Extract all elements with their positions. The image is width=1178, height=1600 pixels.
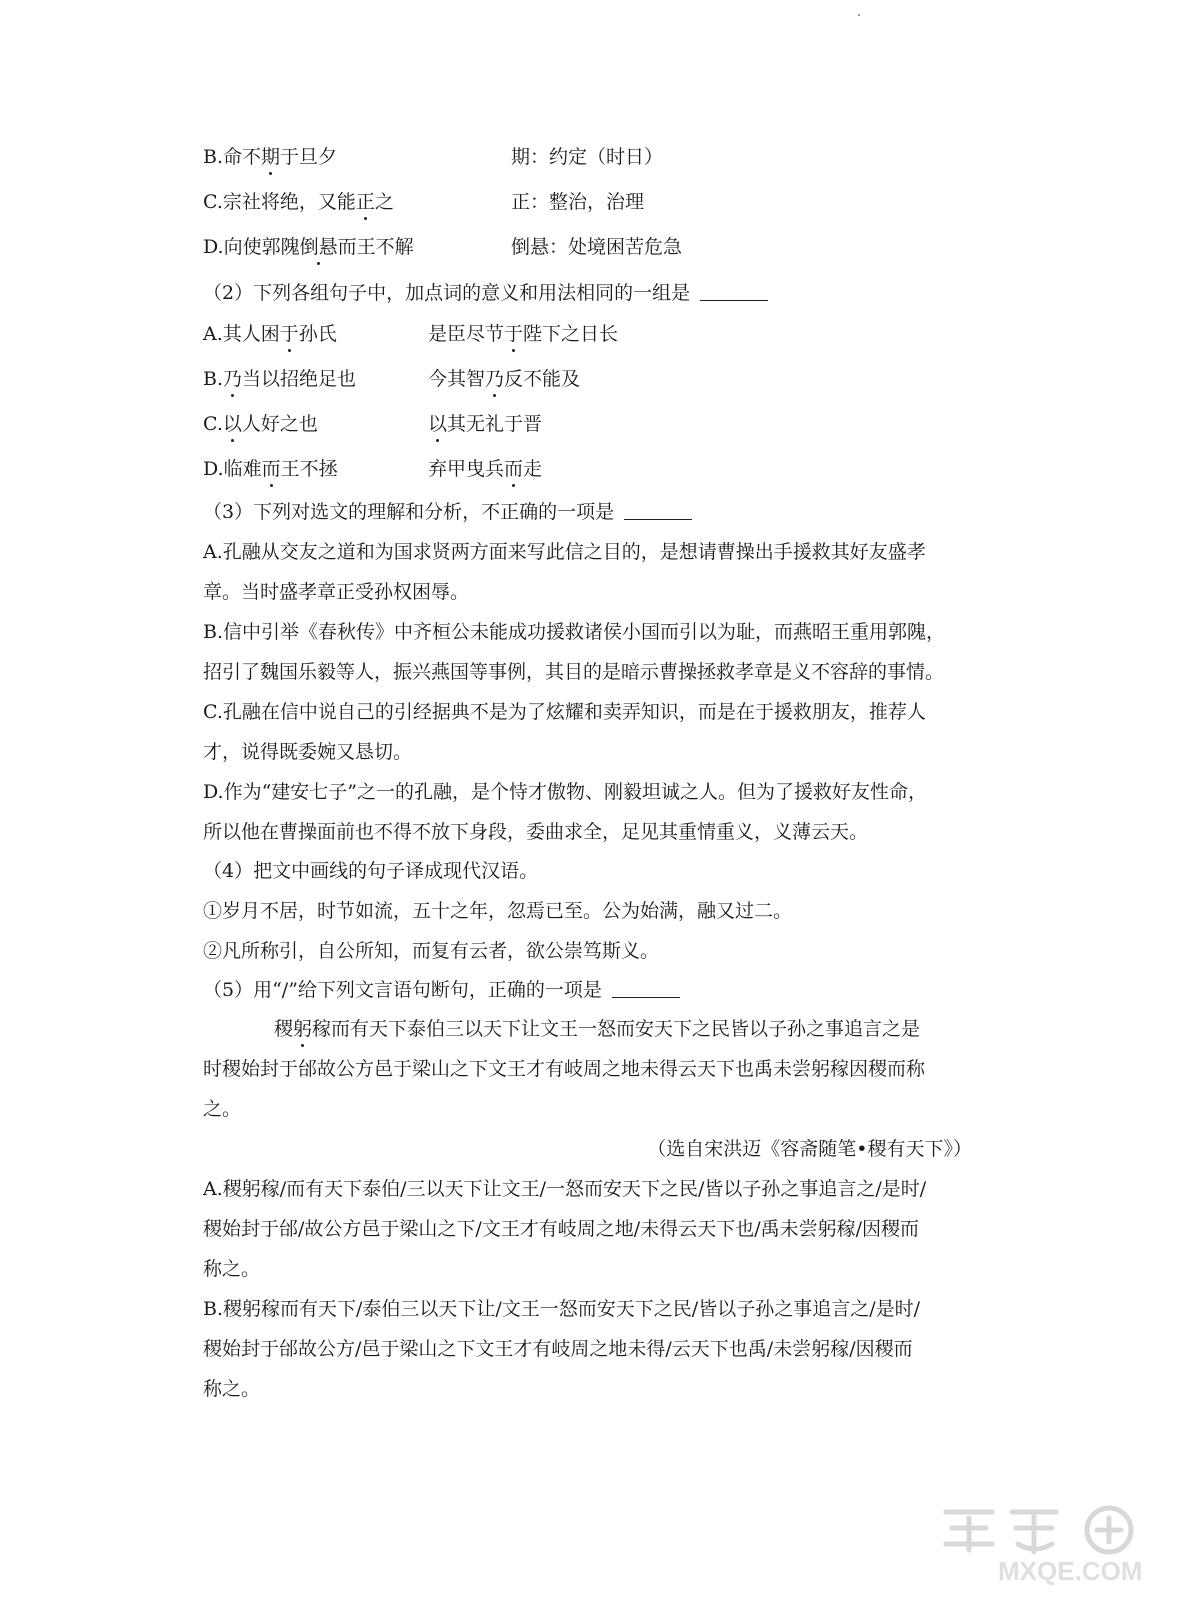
q2-c-left-dotted: 以 xyxy=(222,413,242,435)
q2-d-left-2: 王不拯 xyxy=(280,458,338,480)
q4-item-1 xyxy=(203,898,792,924)
q5-passage-line: 时稷始封于邰故公方邑于梁山之下文王才有岐周之地未得云天下也禹未尝躬稼因稷而称 xyxy=(203,1058,926,1080)
q5-passage-line: 之。 xyxy=(203,1098,242,1120)
q1-c-text-2: 之 xyxy=(374,191,394,213)
q5-option-line: 稷始封于邰/故公方邑于梁山之下/文王才有岐周之地/未得云天下也/禹未尝躬稼/因稷而 xyxy=(203,1218,920,1240)
q2-a-left-dotted: 于 xyxy=(279,323,299,345)
q1-b-gloss: 期：约定（时日） xyxy=(511,146,664,168)
q5-passage-rest: 稼而有天下泰伯三以天下让文王一怒而安天下之民皆以子孙之事追言之是 xyxy=(312,1018,921,1040)
q5-option-line: A.稷躬稼/而有天下泰伯/三以天下让文王/一怒而安天下之民/皆以子孙之事追言之/是时/ xyxy=(203,1178,927,1200)
q1-c-gloss: 正：整治，治理 xyxy=(511,191,645,213)
q2-stem xyxy=(203,280,768,306)
q2-a-left-2: 孙氏 xyxy=(298,323,337,345)
q3-line: C.孔融在信中说自己的引经据典不是为了炫耀和卖弄知识，而是在于援救朋友，推荐人 xyxy=(203,701,926,723)
q2-c-right-2: 其无礼于晋 xyxy=(447,413,543,435)
q5-passage-dotted: 躬 xyxy=(293,1018,313,1040)
q1-b-text-2: 于旦夕 xyxy=(280,146,338,168)
scan-speck xyxy=(858,14,860,16)
q1-d-gloss: 倒悬：处境困苦危急 xyxy=(511,236,683,258)
q3-line: B.信中引举《春秋传》中齐桓公未能成功援救诸侯小国而引以为耻，而燕昭王重用郭隗， xyxy=(203,621,946,643)
q5-option-line: 稷始封于邰故公方/邑于梁山之下文王才有岐周之地未得/云天下也禹/未尝躬稼/因稷而 xyxy=(203,1338,913,1360)
q5-answer-blank[interactable] xyxy=(612,979,680,998)
watermark-graphic xyxy=(934,1498,1164,1590)
q5-source: （选自宋洪迈《容斋随笔•稷有天下》） xyxy=(647,1138,972,1160)
q4-item-1-number: ① xyxy=(203,900,223,922)
q5-passage-line-1 xyxy=(274,1016,920,1042)
q2-d-right-dotted: 而 xyxy=(504,458,524,480)
q2-answer-blank[interactable] xyxy=(700,282,768,301)
q3-line: 才，说得既委婉又恳切。 xyxy=(203,741,413,763)
q2-b-right-2: 反不能及 xyxy=(504,368,581,390)
q1-d-text-1: D.向使郭隗 xyxy=(203,236,300,258)
watermark-text: MXQE.COM xyxy=(998,1556,1143,1586)
q5-option-line: 称之。 xyxy=(203,1258,261,1280)
q3-line: A.孔融从交友之道和为国求贤两方面来写此信之目的，是想请曹操出手援救其好友盛孝 xyxy=(203,541,926,563)
q2-c-right-dotted: 以 xyxy=(428,413,448,435)
q5-stem-text: （5）用“/”给下列文言语句断句，正确的一项是 xyxy=(203,979,602,1001)
q2-a-right-2: 陛下之日长 xyxy=(523,323,619,345)
q2-b-right-dotted: 乃 xyxy=(485,368,505,390)
q2-c-left-1: C. xyxy=(203,413,223,435)
q2-d-right-2: 走 xyxy=(523,458,543,480)
q3-line: D.作为“建安七子”之一的孔融，是个恃才傲物、刚毅坦诚之人。但为了援救好友性命， xyxy=(203,781,928,803)
q4-item-1-text: 岁月不居，时节如流，五十之年，忽焉已至。公为始满，融又过二。 xyxy=(222,900,793,922)
q1-b-dotted: 期 xyxy=(261,146,281,168)
q2-a-left-1: A.其人困 xyxy=(203,323,280,345)
q2-b-right-1: 今其智 xyxy=(428,368,486,390)
q1-b-text-1: B.命不 xyxy=(203,146,262,168)
q4-item-2-number: ② xyxy=(203,940,223,962)
watermark-logo xyxy=(934,1498,1164,1590)
q2-d-left-1: D.临难 xyxy=(203,458,262,480)
q5-option-line: 称之。 xyxy=(203,1378,261,1400)
q4-item-2-text: 凡所称引，自公所知，而复有云者，欲公崇笃斯义。 xyxy=(222,940,660,962)
q2-d-left-dotted: 而 xyxy=(261,458,281,480)
q2-c-left-2: 人好之也 xyxy=(241,413,318,435)
q1-d-dotted: 倒悬 xyxy=(299,236,338,258)
q3-line: 章。当时盛孝章正受孙权困辱。 xyxy=(203,581,470,603)
q4-item-2 xyxy=(203,938,659,964)
q2-a-right-dotted: 于 xyxy=(504,323,524,345)
q5-passage-start: 稷 xyxy=(274,1018,294,1040)
q3-answer-blank[interactable] xyxy=(624,501,692,520)
q1-d-text-2: 而王不解 xyxy=(337,236,414,258)
q1-c-text-1: C.宗社将绝，又能 xyxy=(203,191,356,213)
q5-stem xyxy=(203,977,680,1003)
q3-stem xyxy=(203,499,692,525)
q3-stem-text: （3）下列对选文的理解和分析，不正确的一项是 xyxy=(203,501,615,523)
q3-line: 招引了魏国乐毅等人，振兴燕国等事例，其目的是暗示曹操拯救孝章是义不容辞的事情。 xyxy=(203,661,945,683)
q4-stem: （4）把文中画线的句子译成现代汉语。 xyxy=(203,860,539,882)
q3-line: 所以他在曹操面前也不得不放下身段，委曲求全，足见其重情重义，义薄云天。 xyxy=(203,821,869,843)
q2-stem-text: （2）下列各组句子中，加点词的意义和用法相同的一组是 xyxy=(203,282,691,304)
q2-b-left-dotted: 乃 xyxy=(223,368,243,390)
q2-b-left-2: 当以招绝足也 xyxy=(242,368,357,390)
q5-option-line: B.稷躬稼而有天下/泰伯三以天下让/文王一怒而安天下之民/皆以子孙之事追言之/是时/ xyxy=(203,1298,921,1320)
q2-b-left-1: B. xyxy=(203,368,224,390)
q2-a-right-1: 是臣尽节 xyxy=(428,323,505,345)
q1-c-dotted: 正 xyxy=(355,191,375,213)
q2-d-right-1: 弃甲曳兵 xyxy=(428,458,505,480)
